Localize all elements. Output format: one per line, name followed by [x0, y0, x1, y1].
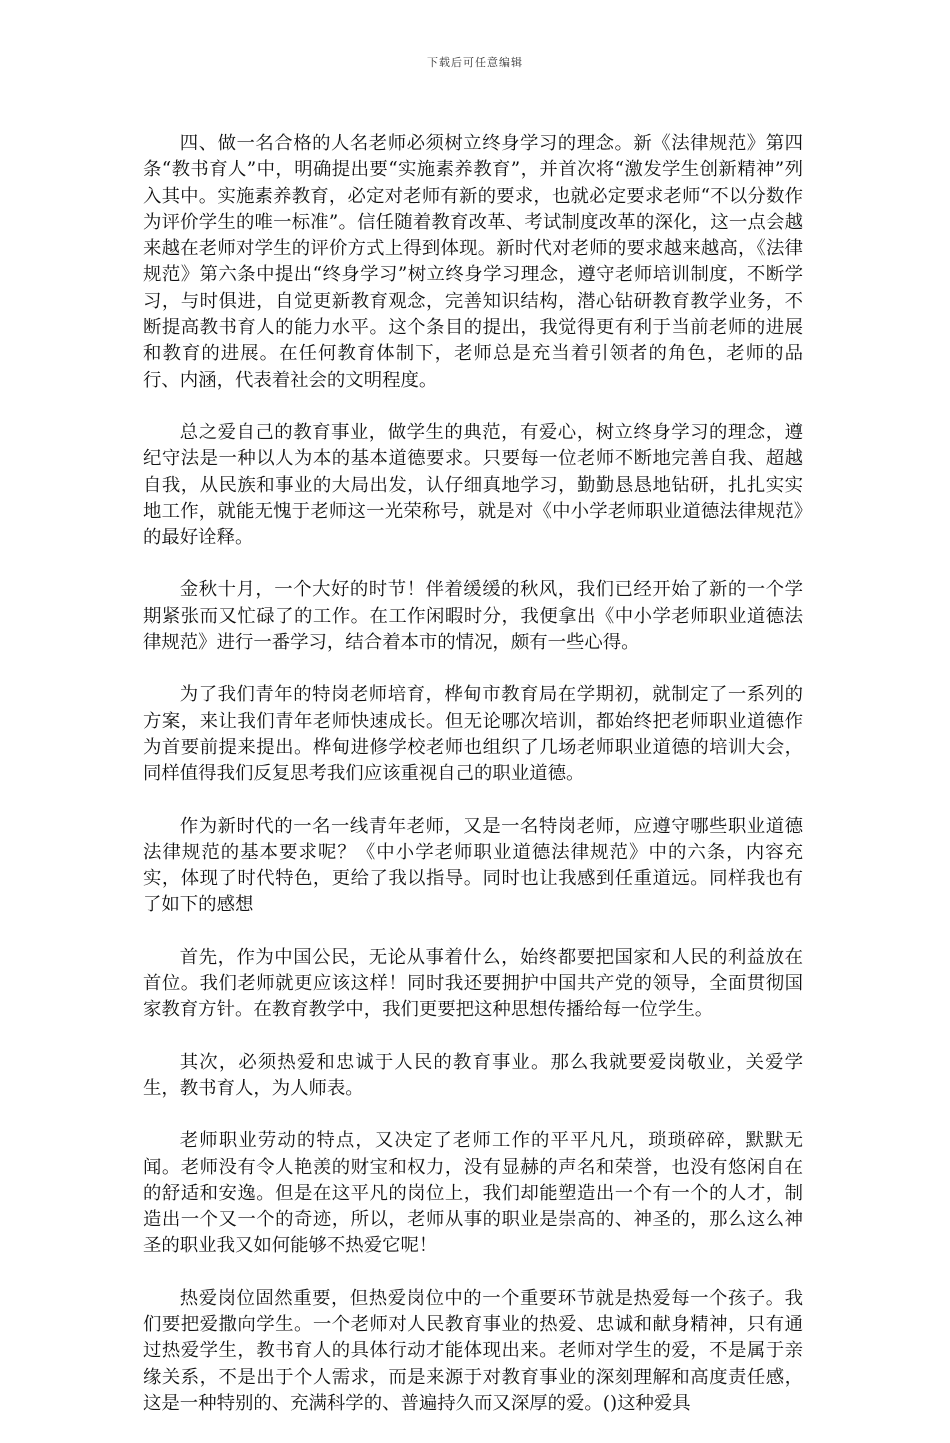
page-header-note: 下载后可任意编辑 [427, 56, 523, 69]
paragraph-3: 金秋十月，一个大好的时节！伴着缓缓的秋风，我们已经开始了新的一个学期紧张而又忙碌了的工作。在工作闲暇时分，我便拿出《中小学老师职业道德法律规范》进行一番学习，结合着本市的情况，颇有一些心得。 [143, 579, 803, 654]
paragraph-2: 总之爱自己的教育事业，做学生的典范，有爱心，树立终身学习的理念，遵纪守法是一种以人为本的基本道德要求。只要每一位老师不断地完善自我、超越自我，从民族和事业的大局出发，认仔细真地学习，勤勤恳恳地钻研，扎扎实实地工作，就能无愧于老师这一光荣称号，就是对《中小学老师职业道德法律规范》的最好诠释。 [143, 421, 803, 549]
paragraph-4: 为了我们青年的特岗老师培育，桦甸市教育局在学期初，就制定了一系列的方案，来让我们青年老师快速成长。但无论哪次培训，都始终把老师职业道德作为首要前提来提出。桦甸进修学校老师也组织了几场老师职业道德的培训大会，同样值得我们反复思考我们应该重视自己的职业道德。 [143, 684, 803, 785]
paragraph-6: 首先，作为中国公民，无论从事着什么，始终都要把国家和人民的利益放在首位。我们老师就更应该这样！同时我还要拥护中国共产党的领导，全面贯彻国家教育方针。在教育教学中，我们更要把这种思想传播给每一位学生。 [143, 946, 803, 1021]
paragraph-7: 其次，必须热爱和忠诚于人民的教育事业。那么我就要爱岗敬业，关爱学生，教书育人，为人师表。 [143, 1051, 803, 1099]
paragraph-8: 老师职业劳动的特点，又决定了老师工作的平平凡凡，琐琐碎碎，默默无闻。老师没有令人艳羡的财宝和权力，没有显赫的声名和荣誉，也没有悠闲自在的舒适和安逸。但是在这平凡的岗位上，我们却能塑造出一个有一个的人才，制造出一个又一个的奇迹，所以，老师从事的职业是崇高的、神圣的，那么这么神圣的职业我又如何能够不热爱它呢！ [143, 1130, 803, 1257]
paragraph-1: 四、做一名合格的人名老师必须树立终身学习的理念。新《法律规范》第四条“教书育人”中，明确提出要“实施素养教育”，并首次将“激发学生创新精神”列入其中。实施素养教育，必定对老师有新的要求，也就必定要求老师“不以分数作为评价学生的唯一标准”。信任随着教育改革、考试制度改革的深化，这一点会越来越在老师对学生的评价方式上得到体现。新时代对老师的要求越来越高，《法律规范》第六条中提出“终身学习”树立终身学习理念，遵守老师培训制度，不断学习，与时俱进，自觉更新教育观念，完善知识结构，潜心钻研教育教学业务，不断提高教书育人的能力水平。这个条目的提出，我觉得更有利于当前老师的进展和教育的进展。在任何教育体制下，老师总是充当着引领者的角色，老师的品行、内涵，代表着社会的文明程度。 [143, 133, 803, 391]
document-body [143, 131, 803, 1443]
paragraph-9: 热爱岗位固然重要，但热爱岗位中的一个重要环节就是热爱每一个孩子。我们要把爱撒向学生。一个老师对人民教育事业的热爱、忠诚和献身精神，只有通过热爱学生，教书育人的具体行动才能体现出来。老师对学生的爱，不是属于亲缘关系，不是出于个人需求，而是来源于对教育事业的深刻理解和高度责任感，这是一种特别的、充满科学的、普遍持久而又深厚的爱。()这种爱具 [143, 1287, 803, 1414]
paragraph-5: 作为新时代的一名一线青年老师，又是一名特岗老师，应遵守哪些职业道德法律规范的基本要求呢？《中小学老师职业道德法律规范》中的六条，内容充实，体现了时代特色，更给了我以指导。同时也让我感到任重道远。同样我也有了如下的感想 [143, 815, 803, 916]
